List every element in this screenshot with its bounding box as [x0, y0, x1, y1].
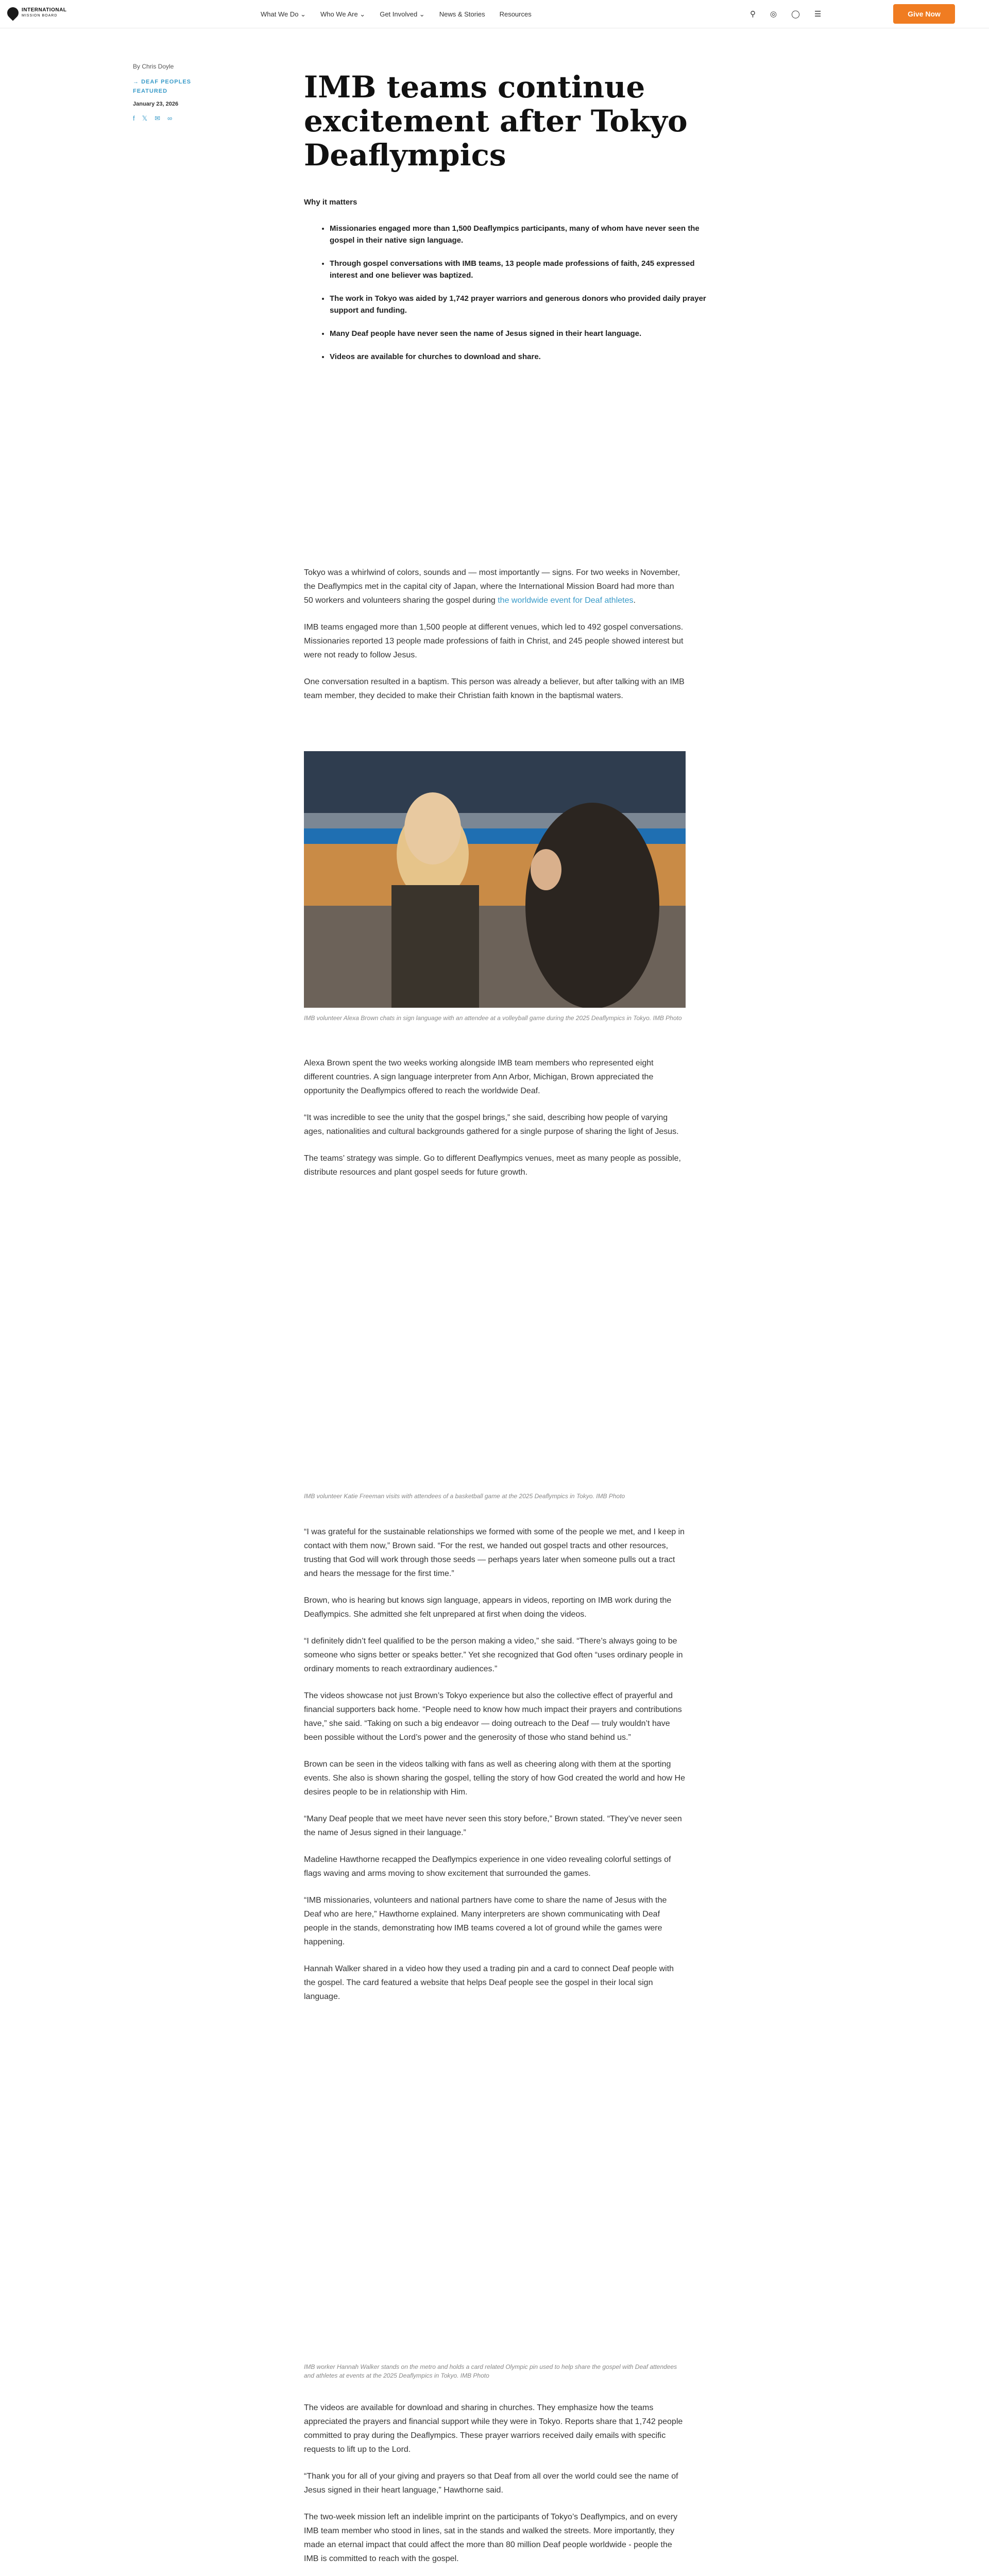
main-nav	[261, 10, 532, 19]
paragraph: “I definitely didn’t feel qualified to be the person making a video,” she said. “There’s always going to be someone who signs better or speaks better.” Yet she recognized that God often “uses ordinary people in ordinary moments to reach extraordinary audiences.”	[304, 1637, 683, 1673]
photo-caption: IMB volunteer Katie Freeman visits with attendees of a basketball game at the 2025 Deaflympics in Tokyo. IMB Photo	[304, 1493, 625, 1500]
facebook-icon[interactable]: f	[133, 114, 135, 122]
key-point: • Through gospel conversations with IMB teams, 13 people made professions of faith, 245 expressed interest and one believer was baptized.	[330, 258, 721, 281]
site-header	[0, 0, 989, 28]
email-icon[interactable]: ✉	[155, 114, 161, 122]
paragraph: Hannah Walker shared in a video how they used a trading pin and a card to connect Deaf people with the gospel. The card featured a website that helps Deaf people see the gospel in their local sign language.	[304, 1964, 674, 2001]
menu-icon[interactable]: ☰	[814, 10, 822, 19]
logo-subtext: MISSION BOARD	[22, 14, 58, 18]
nav-who-we-are[interactable]: Who We Are ⌄	[320, 10, 366, 18]
tag-deaf-peoples[interactable]: → DEAF PEOPLES	[133, 79, 192, 85]
give-now-button[interactable]: Give Now	[893, 4, 955, 24]
paragraph: “Thank you for all of your giving and prayers so that Deaf from all over the world could see the name of Jesus signed in their heart language,” Hawthorne said.	[304, 2472, 678, 2495]
video-embed[interactable]	[304, 381, 686, 556]
article-photo-volleyball	[304, 751, 686, 1008]
share-icons	[133, 114, 210, 123]
article-body-3	[304, 1525, 685, 2016]
photo-caption: IMB worker Hannah Walker stands on the metro and holds a card related Olympic pin used to help share the gospel with Deaf attendees and athletes at events at the 2025 Deaflympics in Tokyo. IMB Photo	[304, 2363, 677, 2379]
paragraph: Tokyo was a whirlwind of colors, sounds and — most importantly — signs. For two weeks in November, the Deaflympics met in the capital city of Japan, where the International Mission Board had more than 50 workers and volunteers sharing the gospel during the worldwide event for Deaf athletes.	[304, 568, 680, 605]
paragraph: IMB teams engaged more than 1,500 people at different venues, which led to 492 gospel conversations. Missionaries reported 13 people made professions of faith in Christ, and 245 people showed interest but were not ready to follow Jesus.	[304, 623, 684, 659]
paragraph: The videos showcase not just Brown’s Tokyo experience but also the collective effect of prayerful and financial supporters back home. “People need to know how much impact their prayers and contributions have,” she said. “Taking on such a big endeavor — doing outreach to the Deaf — truly wouldn’t have been possible without the Lord’s power and the generosity of those who stand behind us.”	[304, 1691, 682, 1742]
paragraph: Brown can be seen in the videos talking with fans as well as cheering along with them at the sporting events. She also is shown sharing the gospel, telling the story of how God created the world and how He desires people to be in relationship with Him.	[304, 1760, 685, 1797]
nav-news-stories[interactable]: News & Stories	[439, 10, 485, 18]
key-point: • Missionaries engaged more than 1,500 Deaflympics participants, many of whom have never seen the gospel in their native sign language.	[330, 223, 721, 246]
key-point: • Many Deaf people have never seen the name of Jesus signed in their heart language.	[330, 328, 721, 340]
paragraph: The videos are available for download and sharing in churches. They emphasize how the teams appreciated the prayers and financial support while they were in Tokyo. Reports share that 1,742 people committed to pray during the Deaflympics. These prayer warriors received daily emails with specific requests to lift up to the Lord.	[304, 2403, 683, 2454]
paragraph: The teams’ strategy was simple. Go to different Deaflympics venues, meet as many people as possible, distribute resources and plant gospel seeds for future growth.	[304, 1154, 681, 1177]
paragraph: “Many Deaf people that we meet have never seen this story before,” Brown stated. “They’ve never seen the name of Jesus signed in their language.”	[304, 1815, 682, 1837]
nav-get-involved[interactable]: Get Involved ⌄	[380, 10, 425, 18]
logo-text: INTERNATIONAL	[22, 7, 67, 13]
article-title: IMB teams continue excitement after Tokyo Deaflympics	[304, 70, 688, 173]
twitter-icon[interactable]: 𝕏	[142, 114, 148, 122]
paragraph: “It was incredible to see the unity that the gospel brings,” she said, describing how people of varying ages, nationalities and cultural backgrounds gathered for a single purpose of sharing the light of Jesus.	[304, 1113, 679, 1136]
paragraph: One conversation resulted in a baptism. This person was already a believer, but after talking with an IMB team member, they decided to make their Christian faith known in the baptismal waters.	[304, 677, 685, 700]
article-body-4	[304, 2401, 685, 2576]
user-icon[interactable]: ◯	[791, 10, 800, 19]
article-body-1	[304, 566, 685, 716]
tag-featured[interactable]: FEATURED	[133, 88, 168, 94]
photo-caption: IMB volunteer Alexa Brown chats in sign language with an attendee at a volleyball game during the 2025 Deaflympics in Tokyo. IMB Photo	[304, 1014, 682, 1022]
paragraph: Brown, who is hearing but knows sign language, appears in videos, reporting on IMB work during the Deaflympics. She admitted she felt unprepared at first when doing the videos.	[304, 1596, 672, 1619]
article-meta	[133, 63, 210, 123]
key-point: • The work in Tokyo was aided by 1,742 prayer warriors and generous donors who provided daily prayer support and funding.	[330, 293, 721, 316]
paragraph: Alexa Brown spent the two weeks working alongside IMB team members who represented eight different countries. A sign language interpreter from Ann Arbor, Michigan, Brown appreciated the opportunity the Deaflympics offered to reach the worldwide Deaf.	[304, 1059, 654, 1095]
paragraph: Madeline Hawthorne recapped the Deaflympics experience in one video revealing colorful settings of flags waving and arms moving to show excitement that surrounded the games.	[304, 1855, 671, 1878]
imb-logo[interactable]	[7, 7, 66, 19]
paragraph: The two-week mission left an indelible imprint on the participants of Tokyo’s Deaflympics, and on every IMB team member who stood in lines, sat in the stands and walked the streets. More importantly, they made an eternal impact that could affect the more than 80 million Deaf people worldwide - people the IMB is committed to reach with the gospel.	[304, 2513, 678, 2563]
paragraph: “I was grateful for the sustainable relationships we formed with some of the people we met, and I keep in contact with them now,” Brown said. “For the rest, we handed out gospel tracts and other resources, trusting that God will work through those seeds — perhaps years later when someone pulls out a tract and hears the message for the first time.”	[304, 1528, 685, 1578]
paragraph: “IMB missionaries, volunteers and national partners have come to share the name of Jesus with the Deaf who are here,” Hawthorne explained. Many interpreters are shown communicating with Deaf people in the stands, demonstrating how IMB teams covered a lot of ground while the games were happening.	[304, 1896, 667, 1946]
article-photo-metro	[304, 2097, 686, 2354]
link-icon[interactable]: ∞	[167, 114, 173, 122]
publish-date: January 23, 2026	[133, 101, 179, 107]
globe-icon[interactable]: ◎	[770, 10, 777, 19]
nav-what-we-do[interactable]: What We Do ⌄	[261, 10, 306, 18]
article-body-2	[304, 1056, 685, 1192]
logo-mark-icon	[5, 5, 21, 21]
search-icon[interactable]: ⚲	[750, 10, 756, 19]
byline[interactable]: By Chris Doyle	[133, 63, 174, 70]
nav-resources[interactable]: Resources	[499, 10, 532, 18]
header-icons	[750, 9, 821, 19]
article-photo-basketball	[304, 1257, 686, 1484]
key-point: • Videos are available for churches to download and share.	[330, 351, 721, 363]
deaflympics-link[interactable]: the worldwide event for Deaf athletes	[498, 596, 634, 605]
why-it-matters-heading: Why it matters	[304, 198, 357, 207]
key-points-list	[304, 223, 721, 374]
tag-list	[133, 77, 210, 96]
